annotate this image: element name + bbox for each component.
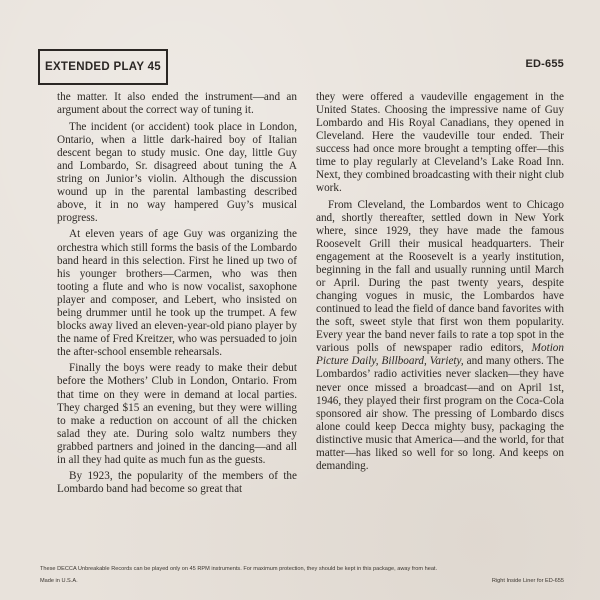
publication-names: Motion Picture Daily, Billboard, Variety, — [316, 342, 564, 368]
right-paragraph-1: they were offered a vaudeville engagement in the United States. Choosing the impressive name of Guy Lombardo and His Royal Canadians, they opened in Cleveland. Here the vaudeville tour ended. Their success had once more brought a tempting offer—this time to play regularly at Cleveland’s Lake Road Inn. Next, they combined broadcasting with their night club work. — [316, 91, 564, 195]
left-paragraph-5: By 1923, the popularity of the members of the Lombardo band had become so great that — [57, 470, 297, 496]
liner-label: Right Inside Liner for ED-655 — [491, 578, 564, 584]
left-paragraph-2: The incident (or accident) took place in London, Ontario, when a little dark-haired boy of Italian descent began to study music. One day, little Guy and Lombardo, Sr. disagreed about tuning the A string on Junior’s violin. Although the discussion wound up in the parental lambasting described above, it in no way hampered Guy’s musical progress. — [57, 120, 297, 224]
footer-notice: These DECCA Unbreakable Records can be played only on 45 RPM instruments. For maximum protection, they should be kept in this package, away from heat. — [40, 566, 438, 572]
right-paragraph-2-text-before: From Cleveland, the Lombardos went to Chicago and, shortly thereafter, settled down in New York where, since 1929, they have made the famous Roosevelt Grill their musical headquarters. Their engagement at the Roosevelt is a yearly institution, beginning in the fall and usually running until March or April. During the past twenty years, despite changing vogues in music, the Lombardos have continued to lead the field of dance band favorites with the soft, sweet style that first won them popularity. Every year the band never fails to rate a top spot in the various polls of newspaper radio editors, — [316, 198, 564, 355]
right-paragraph-2 — [316, 199, 564, 473]
right-text-column — [316, 91, 564, 476]
left-paragraph-1: the matter. It also ended the instrument—and an argument about the correct way of tuning it. — [57, 91, 297, 117]
catalog-number: ED-655 — [525, 58, 564, 70]
made-in-label: Made in U.S.A. — [40, 578, 78, 584]
left-paragraph-3: At eleven years of age Guy was organizing the orchestra which still forms the basis of the Lombardo band heard in this selection. First he lined up two of his younger brothers—Carmen, who was then tooting a flute and who is now vocalist, saxophone player and composer, and Lebert, who insisted on being drummer until he took up the trumpet. A few blocks away lived an eleven-year-old piano player by the name of Fred Kreitzer, who was persuaded to join the after-school ensemble rehearsals. — [57, 228, 298, 358]
left-paragraph-4: Finally the boys were ready to make their debut before the Mothers’ Club in London, Ontario. From that time on they were in demand at local parties. They charged $15 an evening, but they were willing to make a reduction on account of all the chicken salad they ate. During solo waltz numbers they grabbed partners and joined in the dancing—and all in all they had quite as much fun as the guests. — [57, 362, 297, 466]
extended-play-badge — [38, 49, 168, 85]
right-paragraph-2-text-after: and many others. The Lombardos’ radio activities never slacken—they have never once missed a broadcast—and on April 1st, 1946, they played their first program on the Coca-Cola sponsored air show. The pressing of Lombardo discs alone could keep Decca mighty busy, packaging the distinctive music that America—and the world, for that matter—has liked so well for so long. And keeps on demanding. — [316, 355, 564, 472]
badge-label: EXTENDED PLAY 45 — [44, 61, 161, 73]
left-text-column — [57, 91, 297, 500]
